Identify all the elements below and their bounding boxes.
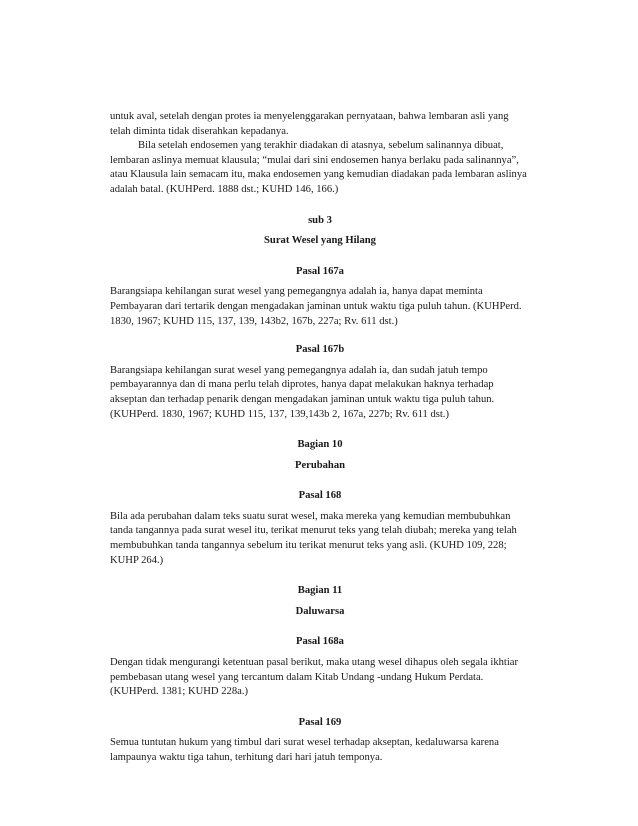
pasal-168a-title: Pasal 168a <box>296 636 344 648</box>
bagian-11-label: Bagian 11 <box>297 585 343 597</box>
bagian-10-title: Perubahan <box>294 459 346 471</box>
document-page <box>110 110 530 766</box>
pasal-167b-text: Barangsiapa kehilangan surat wesel yang pemegangnya adalah ia, dan sudah jatuh tempo pembayarannya dan di mana perlu telah diprotes, hanya dapat melakukan haknya terhadap akseptan dan terhadap penarik dengan mengadakan jaminan untuk waktu tiga puluh tahun. (KUHPerd. 1830, 1967; KUHD 115, 137, 139,143b 2, 167a, 227b; Rv. 611 dst.) <box>110 364 495 420</box>
sub3-title: Surat Wesel yang Hilang <box>264 235 376 247</box>
pasal-169-title: Pasal 169 <box>298 716 342 728</box>
bagian-11-title: Daluwarsa <box>295 605 345 617</box>
pasal-168-title: Pasal 168 <box>298 490 342 502</box>
intro-paragraph-2: Bila setelah endosemen yang terakhir diadakan di atasnya, sebelum salinannya dibuat, lembaran aslinya memuat klausula; “mulai dari sini endosemen hanya berlaku pada salinannya”, atau Klausula lain semacam itu, maka endosemen yang kemudian diadakan pada lembaran aslinya adalah batal. (KUHPerd. 1888 dst.; KUHD 146, 166.) <box>110 140 527 195</box>
pasal-168-text: Bila ada perubahan dalam teks suatu surat wesel, maka mereka yang kemudian membubuhkan tanda tangannya pada surat wesel itu, terikat menurut teks yang telah diubah; mereka yang telah membubuhkan tanda tangannya sebelum itu terikat menurut teks yang asli. (KUHD 109, 228; KUHP 264.) <box>110 510 517 566</box>
intro-paragraph-1: untuk aval, setelah dengan protes ia menyelenggarakan pernyataan, bahwa lembaran asli yang telah diminta tidak diserahkan kepadanya. <box>110 111 509 137</box>
pasal-167a-title: Pasal 167a <box>296 265 344 277</box>
sub3-label: sub 3 <box>308 214 332 226</box>
pasal-169-text: Semua tuntutan hukum yang timbul dari surat wesel terhadap akseptan, kedaluwarsa karena lampaunya waktu tiga tahun, terhitung dari hari jatuh temponya. <box>110 737 499 763</box>
pasal-167a-text: Barangsiapa kehilangan surat wesel yang pemegangnya adalah ia, hanya dapat meminta Pembayaran dari tertarik dengan mengadakan jaminan untuk waktu tiga puluh tahun. (KUHPerd. 1830, 1967; KUHD 115, 137, 139, 143b2, 167b, 227a; Rv. 611 dst.) <box>110 286 522 327</box>
bagian-10-label: Bagian 10 <box>297 439 343 451</box>
pasal-168a-text: Dengan tidak mengurangi ketentuan pasal berikut, maka utang wesel dihapus oleh segala ikhtiar pembebasan utang wesel yang tercantum dalam Kitab Undang -undang Hukum Perdata. (KUHPerd. 1381; KUHD 228a.) <box>110 657 519 698</box>
pasal-167b-title: Pasal 167b <box>295 344 345 356</box>
